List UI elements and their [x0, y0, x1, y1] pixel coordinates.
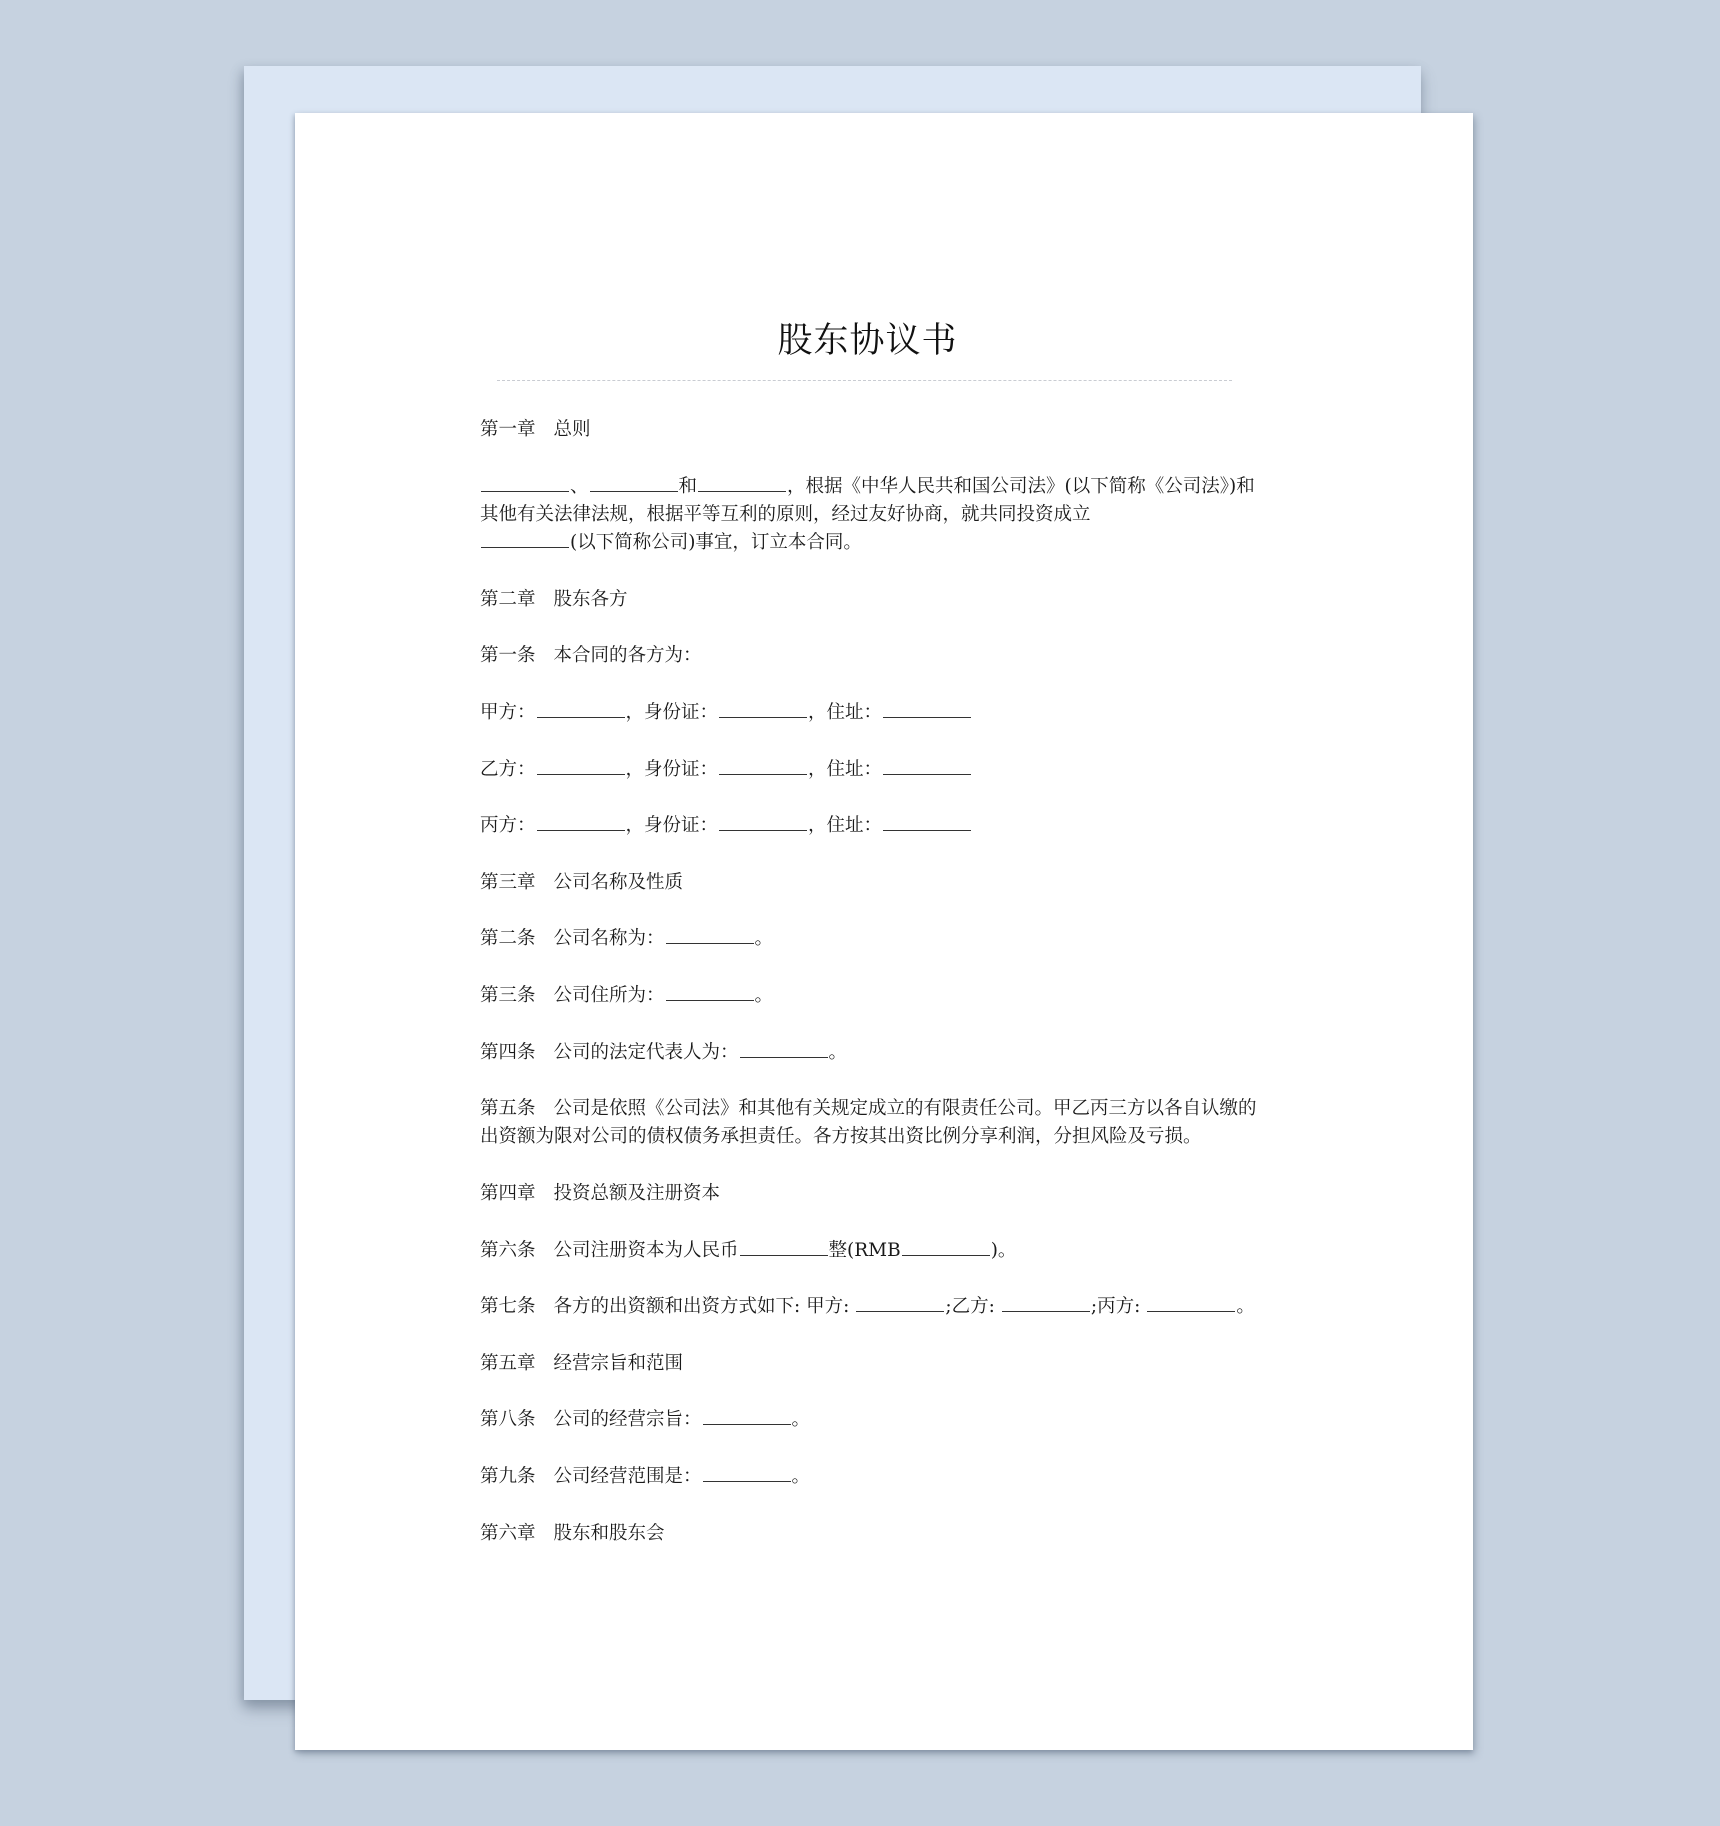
- capital-rmb-blank[interactable]: [902, 1237, 990, 1256]
- party-c-contribution-blank[interactable]: [1147, 1293, 1235, 1312]
- business-purpose-blank[interactable]: [703, 1406, 791, 1425]
- article: 第七条 各方的出资额和出资方式如下: 甲方: ;乙方: ;丙方: 。: [480, 1293, 1260, 1321]
- article: 第八条 公司的经营宗旨： 。: [480, 1406, 1260, 1434]
- business-scope-blank[interactable]: [703, 1463, 791, 1482]
- party-row: 乙方： ，身份证： ，住址：: [480, 756, 1260, 784]
- article: 第九条 公司经营范围是： 。: [480, 1463, 1260, 1491]
- chapter-heading: 第一章 总则: [480, 419, 591, 440]
- party-b-contribution-blank[interactable]: [1002, 1293, 1090, 1312]
- id-blank[interactable]: [719, 699, 807, 718]
- document-body: [480, 416, 1260, 1576]
- chapter-heading: 第二章 股东各方: [480, 588, 628, 610]
- capital-cny-blank[interactable]: [740, 1237, 828, 1256]
- legal-rep-blank[interactable]: [740, 1039, 828, 1058]
- title-divider: [497, 380, 1232, 381]
- blank-field[interactable]: [481, 529, 569, 548]
- article: 第二条 公司名称为： 。: [480, 925, 1260, 953]
- article: 第六条 公司注册资本为人民币 整(RMB )。: [480, 1237, 1260, 1265]
- address-blank[interactable]: [883, 756, 971, 775]
- party-row: 甲方： ，身份证： ，住址：: [480, 699, 1260, 727]
- name-blank[interactable]: [537, 812, 625, 831]
- chapter-heading: 第三章 公司名称及性质: [480, 871, 684, 893]
- document-title: 股东协议书: [777, 321, 958, 361]
- address-blank[interactable]: [883, 812, 971, 831]
- blank-field[interactable]: [590, 473, 678, 492]
- preamble-paragraph: 、 和 ，根据《中华人民共和国公司法》(以下简称《公司法》)和其他有关法律法规，根据平等互利的原则，经过友好协商，就共同投资成立 (以下简称公司)事宜，订立本合同。: [480, 473, 1260, 558]
- chapter-heading: 第四章 投资总额及注册资本: [480, 1183, 721, 1205]
- document-page: [295, 113, 1473, 1750]
- chapter-heading: 第五章 经营宗旨和范围: [480, 1352, 684, 1374]
- blank-field[interactable]: [481, 473, 569, 492]
- id-blank[interactable]: [719, 812, 807, 831]
- blank-field[interactable]: [698, 473, 786, 492]
- article: 第五条 公司是依照《公司法》和其他有关规定成立的有限责任公司。甲乙丙三方以各自认缴的出资额为限对公司的债权债务承担责任。各方按其出资比例分享利润，分担风险及亏损。: [480, 1098, 1257, 1148]
- address-blank[interactable]: [883, 699, 971, 718]
- name-blank[interactable]: [537, 699, 625, 718]
- company-address-blank[interactable]: [666, 982, 754, 1001]
- article: 第一条 本合同的各方为：: [480, 645, 702, 667]
- company-name-blank[interactable]: [666, 925, 754, 944]
- party-a-contribution-blank[interactable]: [856, 1293, 944, 1312]
- chapter-heading: 第六章 股东和股东会: [480, 1522, 665, 1544]
- article: 第三条 公司住所为： 。: [480, 982, 1260, 1010]
- id-blank[interactable]: [719, 756, 807, 775]
- name-blank[interactable]: [537, 756, 625, 775]
- article: 第四条 公司的法定代表人为： 。: [480, 1039, 1260, 1067]
- party-row: 丙方： ，身份证： ，住址：: [480, 812, 1260, 840]
